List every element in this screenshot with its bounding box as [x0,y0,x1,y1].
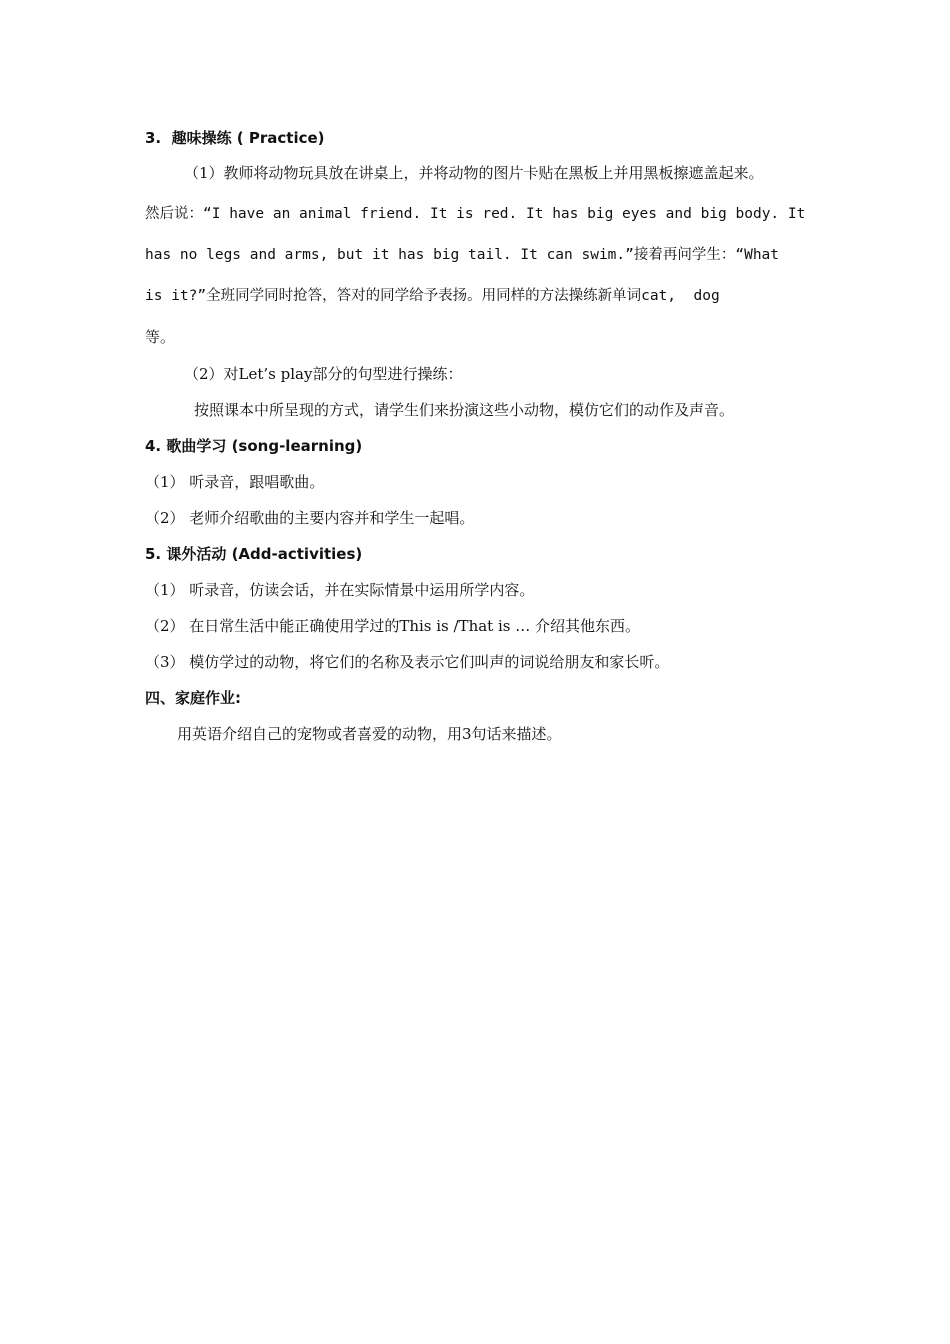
song-item-2: （2） 老师介绍歌曲的主要内容并和学生一起唱。 [145,509,475,527]
practice-paragraph-line-3: has no legs and arms, but it has big tail. It can swim.”接着再问学生：“What [145,247,780,263]
activity-item-3: （3） 模仿学过的动物，将它们的名称及表示它们叫声的词说给朋友和家长听。 [145,653,670,671]
practice-paragraph-line-1: （1）教师将动物玩具放在讲桌上，并将动物的图片卡贴在黑板上并用黑板擦遮盖起来。 [184,164,764,182]
section-heading-song-learning: 4. 歌曲学习 (song-learning) [145,437,363,455]
practice-paragraph-line-2: 然后说：“I have an animal friend. It is red. It has big eyes and big body. It [145,206,806,222]
section-heading-homework: 四、家庭作业: [145,689,241,707]
section-heading-practice: 3. 趣味操练 ( Practice) [145,129,325,147]
homework-body: 用英语介绍自己的宠物或者喜爱的动物，用3句话来描述。 [177,725,562,743]
section-heading-add-activities: 5. 课外活动 (Add-activities) [145,545,363,563]
practice-paragraph-line-4: is it?”全班同学同时抢答，答对的同学给予表扬。用同样的方法操练新单词cat, dog [145,288,720,304]
activity-item-2: （2） 在日常生活中能正确使用学过的This is /That is … 介绍其他东西。 [145,617,640,635]
practice-item-2: （2）对Let’s play部分的句型进行操练： [184,365,463,383]
practice-paragraph-line-5: 等。 [145,328,176,346]
practice-item-2-detail: 按照课本中所呈现的方式，请学生们来扮演这些小动物，模仿它们的动作及声音。 [194,401,735,419]
activity-item-1: （1） 听录音，仿读会话，并在实际情景中运用所学内容。 [145,581,535,599]
song-item-1: （1） 听录音，跟唱歌曲。 [145,473,325,491]
